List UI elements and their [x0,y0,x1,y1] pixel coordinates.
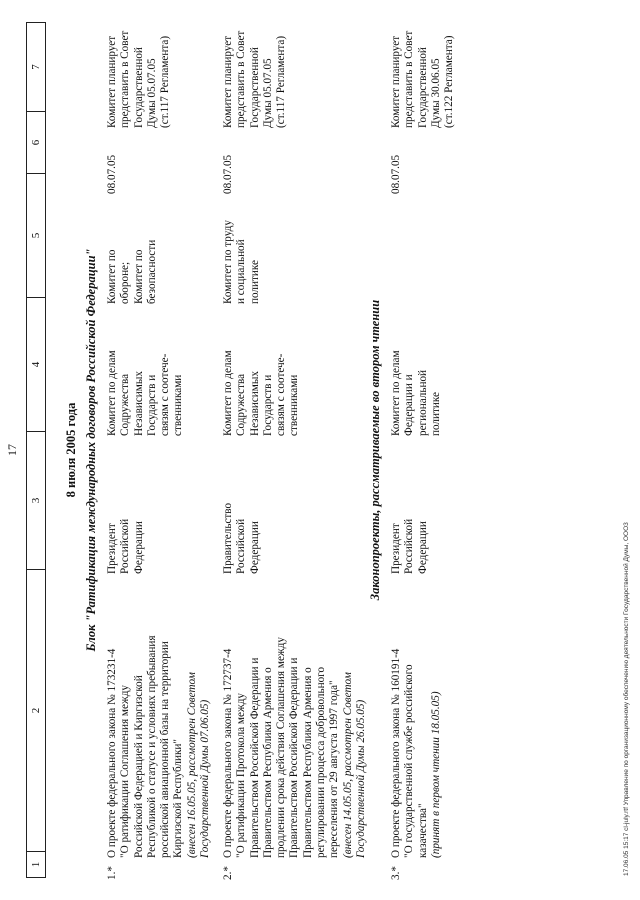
initiator-line: Российской [119,518,132,574]
committee-line: политике [429,391,442,436]
committee-line: Независимых [248,371,261,436]
co-committee-line: Комитет по [106,249,118,304]
bill-title-line: Российской Федерацией и Киргизской [132,675,145,858]
bill-title-line: "О ратификации Соглашения между [119,685,132,858]
plan-line: (ст.122 Регламента) [443,35,456,128]
bill-note-line: Государственной Думы 07.06.05) [199,699,212,858]
bill-title-line: продлении срока действия Соглашения между [275,637,288,858]
plan-line: Думы 05.07.05 [261,58,274,128]
bill-title-line: Правительством Российской Федерации и [248,657,261,858]
committee-line: Комитет по делам [106,350,118,436]
co-committee-line: безопасности [145,239,158,304]
initiator [222,454,262,574]
committee-line: Содружества [235,373,248,436]
bill-note-line: (внесен 14.05.05, рассмотрен Советом [341,672,354,858]
initiator-line: Российской [403,518,416,574]
bill-title-line: "О ратификации Протокола между [235,693,248,858]
bill-title-line: Республикой о статусе и условиях пребывания [145,635,158,858]
consideration-date: 08.07.05 [106,154,118,194]
plan-line: Комитет планирует [106,35,118,128]
plan-line: (ст.117 Регламента) [159,35,172,128]
bill-note-line: (внесен 16.05.05, рассмотрен Советом [185,672,198,858]
co-committees [106,212,159,304]
initiator [106,454,146,574]
plan-line: Государственной [416,47,429,128]
co-committee-line: Комитет по труду [222,220,234,304]
bill-title-line: "О государственной службе российского [403,664,416,858]
plan-line: Государственной [248,47,261,128]
initiator-line: Федерации [416,521,429,574]
plan-line: (ст.117 Регламента) [275,35,288,128]
responsible-committee [106,324,186,436]
block-heading: Блок "Ратификация международных договоров Российской Федерации" [84,248,98,652]
committee-line: Независимых [132,371,145,436]
bill-title-line: Киргизской Республики" [172,739,185,858]
committee-line: Комитет по делам [390,350,402,436]
plan-line: Комитет планирует [390,35,402,128]
initiator-line: Правительство [222,502,234,574]
co-committees [222,212,262,304]
column-number: 5 [27,173,45,297]
bill-title-line: казачества" [416,803,429,858]
plan-line: Государственной [132,47,145,128]
plan-line: представить в Совет [119,30,132,128]
section-heading: Законопроекты, рассматриваемые во втором чтении [368,299,382,601]
plan-line: Думы 30.06.05 [429,58,442,128]
responsible-committee [222,324,302,436]
bill-title [106,598,212,858]
initiator-line: Российской [235,518,248,574]
committee-line: ственниками [288,374,301,436]
committee-plan [106,0,172,128]
bill-title-line: регулировании процесса добровольного [315,666,328,858]
item-number: 2.* [222,866,234,880]
bill-title-line: О проекте федерального закона № 160191-4 [390,648,402,858]
page-number: 17 [5,444,19,456]
bill-title-line: Правительством Республики Армения о [261,667,274,858]
print-footer: 17.06.05 15:17 cl-july.rtf Управление по организационному обеспечению деятельности Государственной Думы, ООО3 [623,522,630,876]
co-committee-line: и социальной [235,239,248,304]
initiator-line: Президент [106,523,118,574]
committee-line: ственниками [172,374,185,436]
initiator-line: Президент [390,523,402,574]
column-number: 4 [27,297,45,431]
column-number: 7 [30,64,42,70]
bill-title [390,598,443,858]
plan-line: Думы 05.07.05 [145,58,158,128]
committee-line: связям с соотече- [159,353,172,436]
consideration-date: 08.07.05 [222,154,234,194]
committee-plan [222,0,288,128]
column-number: 2 [27,569,45,851]
committee-line: Государств и [145,374,158,436]
committee-line: Комитет по делам [222,350,234,436]
bill-title-line: российской авиационной базы на территории [159,641,172,858]
bill-note-line: (принят в первом чтении 18.05.05) [429,691,442,858]
initiator-line: Федерации [132,521,145,574]
plan-line: представить в Совет [235,30,248,128]
committee-line: Содружества [119,373,132,436]
co-committee-line: политике [248,259,261,304]
item-number: 1.* [106,866,118,880]
bill-title-line: Правительством Республики Армения о [301,667,314,858]
bill-title-line: О проекте федерального закона № 173231-4 [106,648,118,858]
bill-title-line: Правительством Российской Федерации и [288,657,301,858]
column-number-header [26,22,46,878]
co-committee-line: обороне; [119,261,132,304]
plan-line: Комитет планирует [222,35,234,128]
committee-line: Федерации и [403,374,416,436]
initiator-line: Федерации [248,521,261,574]
column-number: 3 [27,431,45,569]
co-committee-line: Комитет по [132,249,145,304]
consideration-date: 08.07.05 [390,154,402,194]
column-number: 1 [27,851,45,877]
date-heading: 8 июля 2005 года [64,402,78,498]
initiator [390,454,430,574]
committee-line: Государств и [261,374,274,436]
committee-plan [390,0,456,128]
responsible-committee [390,324,443,436]
bill-note-line: Государственной Думы 26.05.05) [354,699,367,858]
committee-line: региональной [416,369,429,436]
bill-title-line: переселения от 29 августа 1997 года" [328,680,341,858]
bill-title-line: О проекте федерального закона № 172737-4 [222,648,234,858]
committee-line: связям с соотече- [275,353,288,436]
column-number: 6 [27,111,45,173]
plan-line: представить в Совет [403,30,416,128]
bill-title [222,598,368,858]
item-number: 3.* [390,866,402,880]
